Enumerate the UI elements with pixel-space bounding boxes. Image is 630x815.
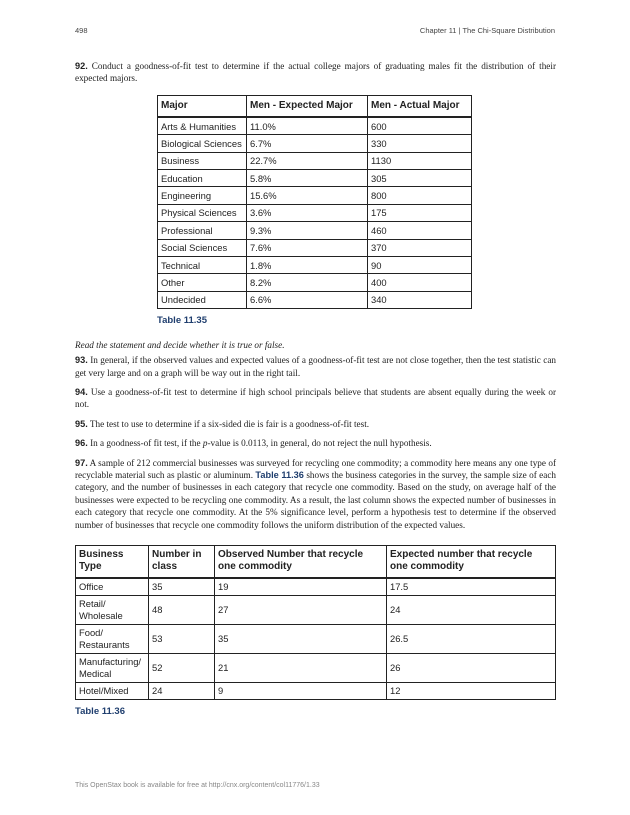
table-row [158,117,472,135]
table-cell: 1.8% [247,256,368,273]
table-cell: 52 [149,653,215,682]
question-text: shows the business categories in the survey, the sample size of each category, and the number of businesses in each category that recycle one commodity. Based on the study, on average half of the businesses were expected to be recycling one commodity. As a result, the last column shows the expected number of businesses in each category that recycle one commodity. At the 5% significance level, perform a hypothesis test to determine if the observed number of businesses that recycle one commodity follows the uniform distribution of the expected values. [75,469,557,530]
question-95 [75,418,556,430]
table-cell: 460 [368,222,472,239]
column-header: Major [158,95,247,117]
recycling-table [75,545,556,700]
table-cell: Manufacturing/ Medical [76,653,149,682]
column-header: Men - Actual Major [368,95,472,117]
table-cell: Hotel/Mixed [76,682,149,699]
table-cell: 17.5 [387,578,556,596]
table-cell: Arts & Humanities [158,117,247,135]
question-92 [75,60,556,85]
table-cell: Education [158,169,247,186]
majors-table [157,95,472,309]
table-cell: 175 [368,204,472,221]
table-cell: 22.7% [247,152,368,169]
table-cell: 9 [215,682,387,699]
question-97 [75,457,556,531]
table-cell: 24 [387,595,556,624]
question-text: Use a goodness-of-fit test to determine if high school principals believe that students are absent equally during the week or not. [75,386,556,410]
table-cell: 5.8% [247,169,368,186]
table-cell: 1130 [368,152,472,169]
table-row [76,682,556,699]
table-row [158,169,472,186]
question-text: In general, if the observed values and expected values of a goodness-of-fit test are not close together, then the test statistic can get very large and on a graph will be way out in the right tail. [75,355,556,378]
table-cell: 600 [368,117,472,135]
page-content [75,60,556,717]
table-cell: 400 [368,274,472,291]
table-cell: 11.0% [247,117,368,135]
table-cell: 7.6% [247,239,368,256]
table-cell: 9.3% [247,222,368,239]
table-cell: 305 [368,169,472,186]
table-row [158,274,472,291]
instruction-text: Read the statement and decide whether it is true or false. [75,340,285,351]
table-cell: 48 [149,595,215,624]
table-cell: Business [158,152,247,169]
table-cell: 340 [368,291,472,308]
question-94 [75,386,556,411]
chapter-title: Chapter 11 | The Chi-Square Distribution [419,26,555,35]
table-cell: 19 [215,578,387,596]
table-cell: 35 [215,624,387,653]
table-cell: Office [76,578,149,596]
table-reference-link[interactable]: Table 11.36 [255,469,304,480]
table-cell: Other [158,274,247,291]
table-cell: 90 [368,256,472,273]
table-row [76,653,556,682]
question-number: 92. [75,61,88,71]
table-cell: Retail/ Wholesale [76,595,149,624]
table-row [76,624,556,653]
column-header: Business Type [76,545,149,578]
question-number: 96. [75,438,88,449]
table-cell: 53 [149,624,215,653]
column-header: Men - Expected Major [247,95,368,117]
column-header: Number in class [149,545,215,578]
table-caption: Table 11.35 [157,315,207,327]
table-cell: 15.6% [247,187,368,204]
table-cell: Technical [158,256,247,273]
table-cell: 800 [368,187,472,204]
table-cell: Biological Sciences [158,135,247,152]
table-cell: Professional [158,222,247,239]
table-cell: Food/ Restaurants [76,624,149,653]
table-cell: Physical Sciences [158,204,247,221]
table-row [76,595,556,624]
table-cell: Engineering [158,187,247,204]
question-text: -value is 0.0113, in general, do not reject the null hypothesis. [207,438,432,449]
table-cell: 24 [149,682,215,699]
question-number: 93. [75,355,88,366]
p-value-symbol: p [202,438,208,449]
question-text: In a goodness-of fit test, if the [90,438,203,449]
table-cell: Social Sciences [158,239,247,256]
table-cell: 3.6% [247,204,368,221]
table-row [76,578,556,596]
table-cell: 330 [368,135,472,152]
question-text: A sample of 212 commercial businesses was surveyed for recycling one commodity; a commodity here means any one type of recyclable material such as plastic or aluminum. [75,457,556,480]
table-row [158,135,472,152]
table-header-row [158,95,472,117]
table-cell: 27 [215,595,387,624]
table-cell: 21 [215,653,387,682]
question-text: The test to use to determine if a six-sided die is fair is a goodness-of-fit test. [89,418,370,429]
table-caption: Table 11.36 [75,705,125,717]
table-header-row [76,545,556,578]
table-cell: 26 [387,653,556,682]
table-cell: 12 [387,682,556,699]
question-93 [75,354,556,379]
table-row [158,222,472,239]
table-cell: 370 [368,239,472,256]
table-row [158,239,472,256]
question-96 [75,437,556,449]
page-number: 498 [75,26,88,35]
table-cell: 26.5 [387,624,556,653]
table-row [158,256,472,273]
column-header: Expected number that recycle one commodity [387,545,556,578]
question-number: 97. [75,457,88,468]
table-row [158,204,472,221]
table-cell: 6.6% [247,291,368,308]
table-row [158,152,472,169]
table-cell: 8.2% [247,274,368,291]
table-cell: Undecided [158,291,247,308]
table-cell: 35 [149,578,215,596]
table-cell: 6.7% [247,135,368,152]
table-row [158,291,472,308]
table-row [158,187,472,204]
question-number: 95. [75,418,88,429]
column-header: Observed Number that recycle one commodity [215,545,387,578]
footer-note: This OpenStax book is available for free at http://cnx.org/content/col11776/1.33 [75,782,320,789]
question-text: Conduct a goodness-of-fit test to determine if the actual college majors of graduating males fit the distribution of their expected majors. [75,61,556,84]
question-number: 94. [75,386,88,397]
